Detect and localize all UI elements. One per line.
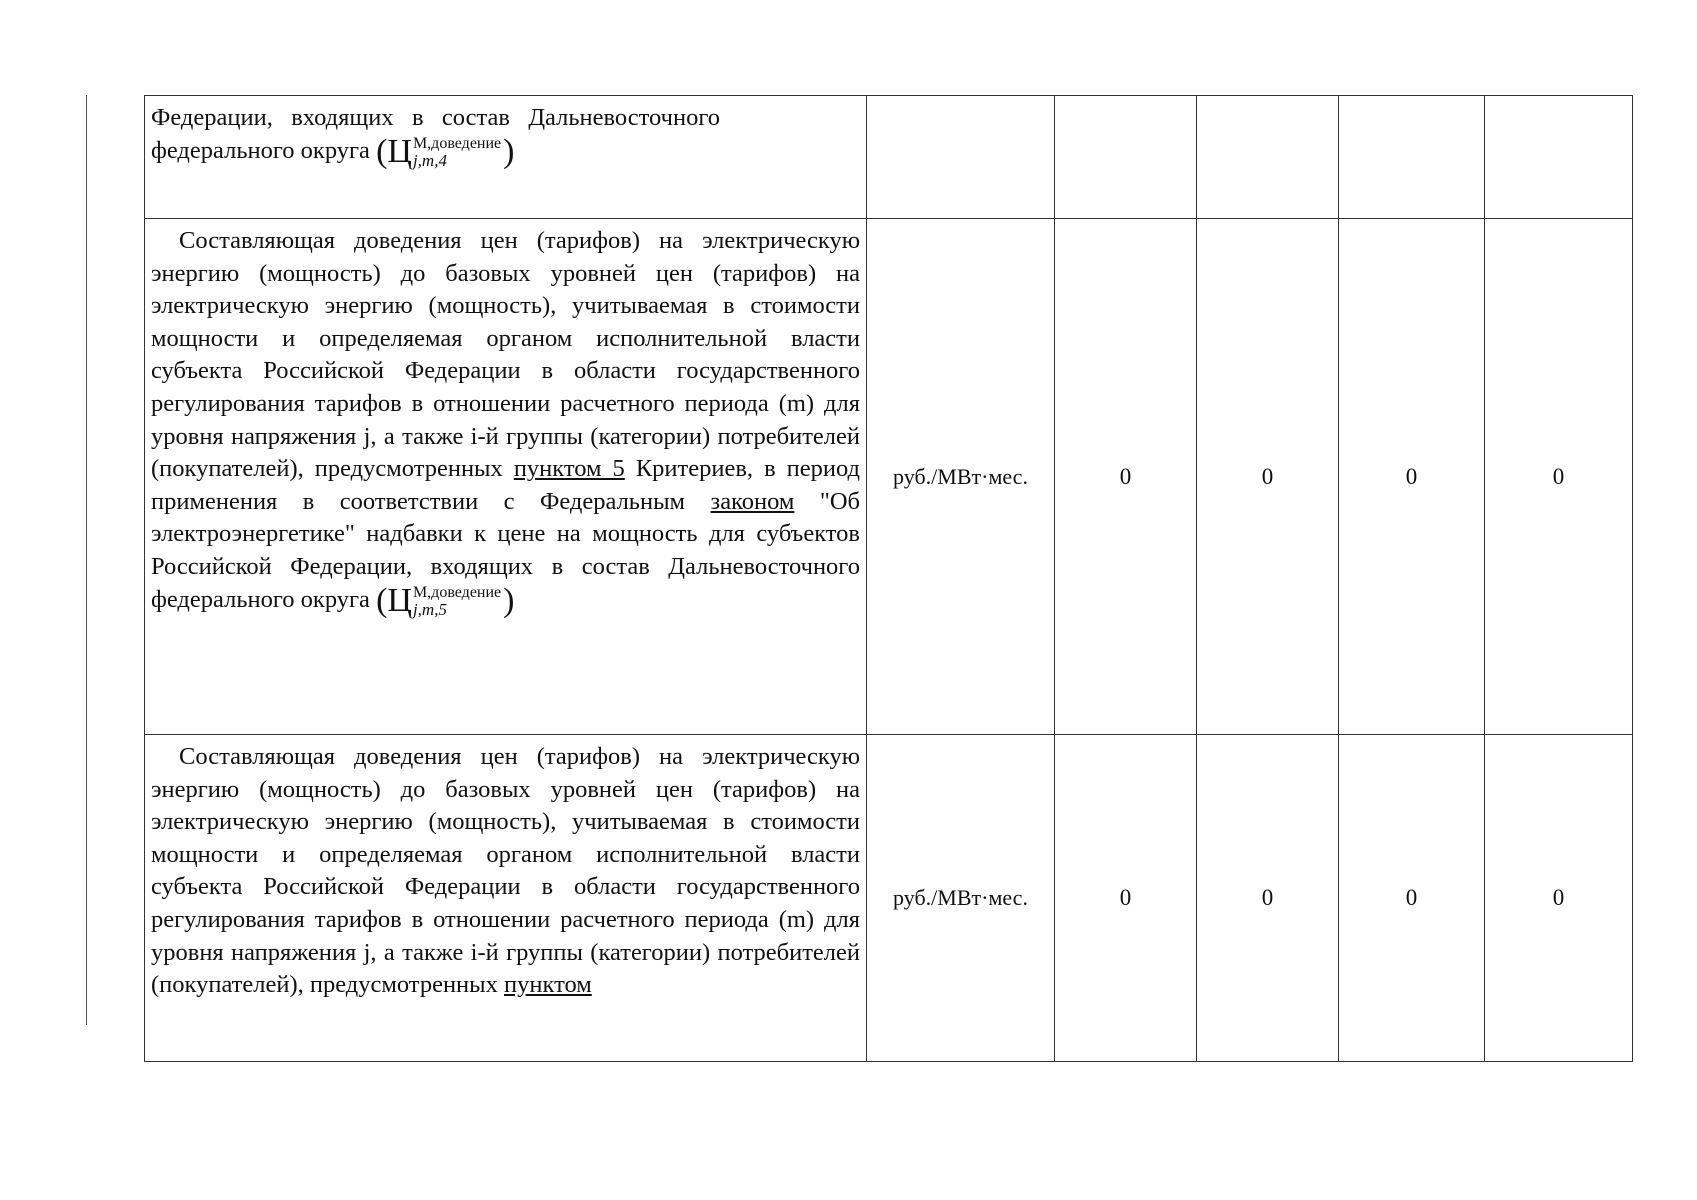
formula-symbol: Ц bbox=[387, 581, 412, 619]
formula-superscript: М,доведение bbox=[412, 134, 502, 152]
table-row bbox=[145, 219, 1633, 735]
value-cell: 0 bbox=[1055, 735, 1197, 1062]
value-cell: 0 bbox=[1055, 219, 1197, 735]
paragraph-text: "Об электроэнергетике" надбавки к цене на мощность для субъектов Российской Федерации, входящих в состав Дальневосточного bbox=[151, 487, 861, 580]
value-cell bbox=[1339, 96, 1485, 219]
value-cell: 0 bbox=[1197, 735, 1339, 1062]
value-cell: 0 bbox=[1339, 735, 1485, 1062]
paragraph-text: Составляющая доведения цен (тарифов) на электрическую энергию (мощность) до базовых уровней цен (тарифов) на электрическую энергию (мощность), учитываемая в стоимости мощности и определяемая органом исполнительной власти субъекта Российской Федерации в области государственного регулирования тарифов в отношении расчетного периода (m) для уровня напряжения j, а также i-й группы (категории) потребителей (покупателей), предусмотренных bbox=[151, 743, 860, 999]
paragraph-text: Составляющая доведения цен (тарифов) на электрическую энергию (мощность) до базовых уровней цен (тарифов) на электрическую энергию (мощность), учитываемая в стоимости мощности и определяемая органом исполнительной власти субъекта Российской Федерации в области государственного регулирования тарифов в отношении расчетного периода (m) для уровня напряжения j, а также i-й группы (категории) потребителей (покупателей), предусмотренных bbox=[151, 227, 860, 483]
unit-cell: руб./МВт·мес. bbox=[867, 219, 1055, 735]
description-cell bbox=[145, 219, 867, 735]
value-cell: 0 bbox=[1197, 219, 1339, 735]
left-margin-line bbox=[86, 95, 87, 1025]
value-cell: 0 bbox=[1339, 219, 1485, 735]
table-row bbox=[145, 735, 1633, 1062]
formula-subscript: j,m,4 bbox=[412, 150, 447, 170]
tariff-table bbox=[144, 95, 1633, 1062]
formula: ( Ц М,доведение j,m,4 ) bbox=[376, 132, 515, 170]
formula-subscript: j,m,5 bbox=[412, 599, 447, 619]
value-cell bbox=[1197, 96, 1339, 219]
link-punkt[interactable]: пунктом bbox=[504, 971, 592, 999]
unit-cell bbox=[867, 96, 1055, 219]
unit-cell: руб./МВт·мес. bbox=[867, 735, 1055, 1062]
value-cell: 0 bbox=[1485, 735, 1633, 1062]
value-cell bbox=[1055, 96, 1197, 219]
formula-prefix: федерального округа bbox=[151, 585, 370, 613]
description-cell bbox=[145, 735, 867, 1062]
value-cell: 0 bbox=[1485, 219, 1633, 735]
link-punkt-5[interactable]: пунктом 5 bbox=[513, 455, 625, 483]
table-row bbox=[145, 96, 1633, 219]
formula-symbol: Ц bbox=[387, 132, 412, 170]
formula-prefix: федерального округа bbox=[151, 136, 370, 164]
paragraph-text: Критериев, в период применения в соответствии с Федеральным bbox=[151, 455, 861, 515]
value-cell bbox=[1485, 96, 1633, 219]
paragraph-text: Федерации, входящих в состав Дальневосточного bbox=[151, 104, 721, 131]
description-cell bbox=[145, 96, 867, 219]
formula-superscript: М,доведение bbox=[412, 583, 502, 601]
formula: ( Ц М,доведение j,m,5 ) bbox=[376, 581, 515, 619]
link-zakon[interactable]: законом bbox=[710, 487, 795, 515]
